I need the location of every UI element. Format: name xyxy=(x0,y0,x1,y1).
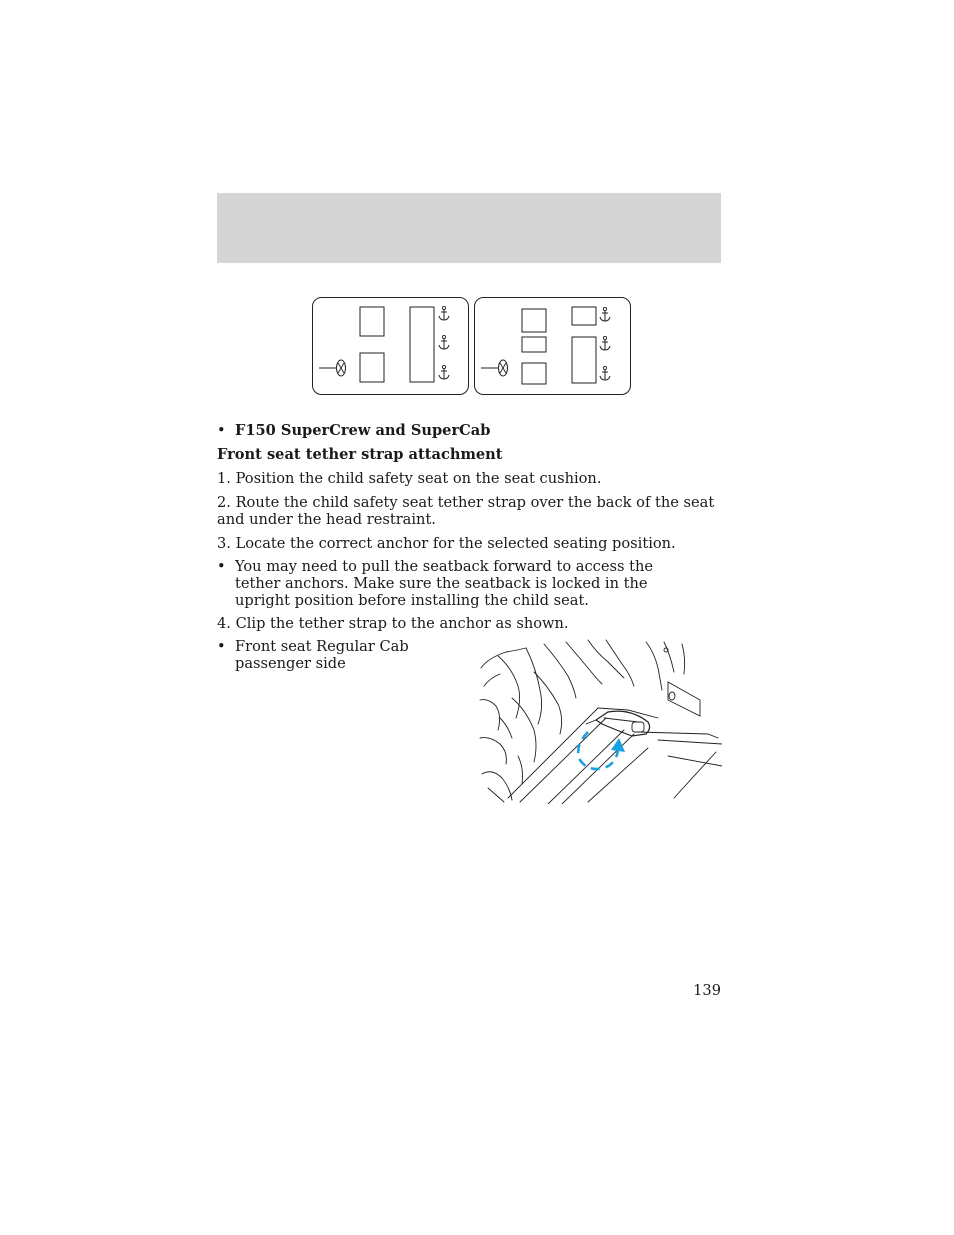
regular-cab-diagram xyxy=(313,298,469,395)
bullet-heading-text: F150 SuperCrew and SuperCab xyxy=(235,422,491,439)
caption-bullet-text: Front seat Regular Cab passenger side xyxy=(235,638,409,672)
anchor-icon xyxy=(439,335,449,349)
seating-anchor-diagrams xyxy=(312,297,632,397)
step-4: 4. Clip the tether strap to the anchor as shown. xyxy=(217,615,569,632)
tether-anchor-illustration xyxy=(478,638,722,804)
section-title xyxy=(217,446,721,463)
tether-hook-icon xyxy=(586,711,650,736)
rotation-arrow-icon xyxy=(578,732,625,769)
anchor-icon xyxy=(439,306,449,320)
step-2: 2. Route the child safety seat tether strap over the back of the seat and under the head restraint. xyxy=(217,494,715,528)
supercab-diagram xyxy=(475,298,631,395)
anchor-icon xyxy=(600,336,610,350)
step-1: 1. Position the child safety seat on the seat cushion. xyxy=(217,470,602,487)
section-title-text: Front seat tether strap attachment xyxy=(217,446,503,463)
bullet-dot: • xyxy=(217,558,226,575)
header-band xyxy=(217,193,721,263)
page-number: 139 xyxy=(693,982,721,999)
anchor-icon xyxy=(600,307,610,321)
bullet-dot: • xyxy=(217,638,226,655)
anchor-icon xyxy=(600,366,610,380)
note-bullet-text: You may need to pull the seatback forward to access the tether anchors. Make sure the seatback is locked in the upright position before installing the child seat. xyxy=(235,558,654,609)
step-3: 3. Locate the correct anchor for the selected seating position. xyxy=(217,535,676,552)
anchor-icon xyxy=(439,365,449,379)
steering-wheel-icon xyxy=(319,360,346,376)
steering-wheel-icon xyxy=(481,360,508,376)
bullet-dot: • xyxy=(217,422,226,439)
